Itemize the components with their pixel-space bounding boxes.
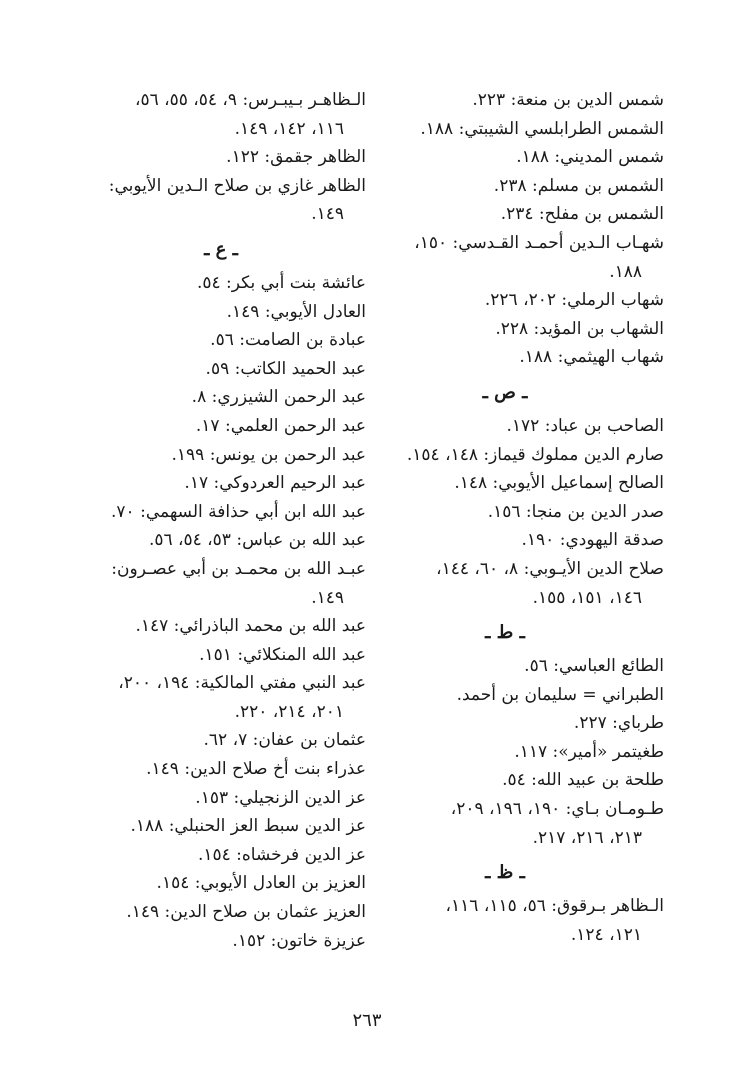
- index-entry-text: الشهاب بن المؤيد: ٢٢٨.: [495, 318, 664, 339]
- index-entry-text: عز الدين فرخشاه: ١٥٤.: [197, 844, 366, 865]
- index-entry: [76, 612, 366, 641]
- index-entry: [76, 383, 366, 412]
- index-entry: [346, 229, 664, 286]
- index-entry: [76, 498, 366, 527]
- index-entry: [76, 841, 366, 870]
- index-entry-text: عزيزة خاتون: ١٥٢.: [232, 930, 366, 951]
- page-number: ٢٦٣: [352, 1010, 382, 1031]
- index-entry: [346, 652, 664, 681]
- index-entry-text: عذراء بنت أخ صلاح الدين: ١٤٩.: [146, 759, 366, 780]
- index-entry-text: عبد الرحيم العردوكي: ١٧.: [184, 473, 366, 494]
- index-entry-text: عبد الحميد الكاتب: ٥٩.: [205, 358, 366, 379]
- index-entry: [346, 738, 664, 767]
- index-entry-text: عثمان بن عفان: ٧، ٦٢.: [203, 730, 366, 751]
- index-entry: [346, 892, 664, 949]
- index-entry-text: شمس الدين بن منعة: ٢٢٣.: [472, 90, 664, 110]
- index-entry: [346, 143, 664, 172]
- index-entry-continuation: ١٨٨.: [609, 261, 642, 282]
- index-entry-continuation: ٢٠١، ٢١٤، ٢٢٠.: [234, 701, 344, 722]
- index-entry-text: عبادة بن الصامت: ٥٦.: [210, 330, 366, 351]
- index-entry: [76, 469, 366, 498]
- index-entry-text: عبـد الله بن محمـد بن أبي عصـرون:: [111, 558, 366, 579]
- index-entry: [76, 143, 366, 172]
- index-entry-text: شهاب الهيثمي: ١٨٨.: [519, 347, 664, 368]
- index-letter-heading: ـ ظ ـ: [485, 862, 525, 884]
- index-entry-text: عبد الله بن عباس: ٥٣، ٥٤، ٥٦.: [148, 530, 366, 551]
- index-entry: [76, 812, 366, 841]
- index-entry-text: الصاحب بن عباد: ١٧٢.: [506, 415, 664, 436]
- index-entry: [76, 172, 366, 229]
- index-letter-heading: ـ ط ـ: [485, 622, 525, 644]
- index-entry-text: الشمس بن مفلح: ٢٣٤.: [500, 204, 664, 225]
- index-entry-text: شهـاب الـدين أحمـد القـدسي: ١٥٠،: [414, 232, 664, 253]
- index-entry: [76, 441, 366, 470]
- index-entry: [346, 200, 664, 229]
- index-entry-text: الطائع العباسي: ٥٦.: [524, 656, 664, 677]
- index-entry-text: العزيز عثمان بن صلاح الدين: ١٤٩.: [126, 902, 366, 923]
- index-entry: [76, 269, 366, 298]
- index-column-left: [76, 86, 366, 955]
- index-entry: [76, 898, 366, 927]
- index-letter-heading: ـ ع ـ: [204, 238, 238, 260]
- index-entry: [76, 326, 366, 355]
- index-entry: [76, 298, 366, 327]
- index-entry-continuation: ١٤٦، ١٥١، ١٥٥.: [532, 587, 642, 608]
- index-entry-text: صدقة اليهودي: ١٩٠.: [521, 530, 664, 551]
- index-entry-text: العزيز بن العادل الأيوبي: ١٥٤.: [156, 873, 366, 894]
- index-entry: [346, 555, 664, 612]
- index-entry: [346, 343, 664, 372]
- index-entry: [76, 726, 366, 755]
- index-entry: [346, 286, 664, 315]
- index-entry: [346, 526, 664, 555]
- index-entry-text: طرباي: ٢٢٧.: [573, 713, 664, 734]
- index-entry-text: عبد النبي مفتي المالكية: ١٩٤، ٢٠٠،: [118, 673, 366, 694]
- index-entry-continuation: ٢١٣، ٢١٦، ٢١٧.: [532, 827, 642, 848]
- index-entry-text: صدر الدين بن منجا: ١٥٦.: [487, 501, 664, 522]
- index-entry-text: عبد الله ابن أبي حذافة السهمي: ٧٠.: [111, 501, 366, 522]
- index-entry: [76, 869, 366, 898]
- index-entry-text: شهاب الرملي: ٢٠٢، ٢٢٦.: [484, 290, 664, 311]
- index-entry: [346, 469, 664, 498]
- index-entry: [76, 784, 366, 813]
- index-entry: [346, 766, 664, 795]
- index-letter-heading: ـ ص ـ: [482, 381, 528, 403]
- index-entry-continuation: ١٢١، ١٢٤.: [570, 924, 642, 945]
- index-entry-continuation: ١١٦، ١٤٢، ١٤٩.: [234, 118, 344, 139]
- index-entry-text: عبد الله بن محمد الباذرائي: ١٤٧.: [135, 616, 366, 637]
- index-entry: [76, 526, 366, 555]
- index-entry-text: صلاح الدين الأيـوبي: ٨، ٦٠، ١٤٤،: [436, 558, 664, 579]
- index-entry-text: الشمس الطرابلسي الشيبتي: ١٨٨.: [420, 118, 664, 139]
- index-entry: [76, 927, 366, 956]
- index-entry: [346, 115, 664, 144]
- index-entry-continuation: ١٤٩.: [311, 204, 344, 225]
- index-entry: [346, 315, 664, 344]
- index-entry: [76, 755, 366, 784]
- index-entry: [346, 441, 664, 470]
- index-entry-text: عز الدين الزنجيلي: ١٥٣.: [195, 787, 366, 808]
- index-column-right: [346, 86, 664, 949]
- index-entry: [346, 681, 664, 710]
- index-entry-text: الظاهر غازي بن صلاح الـدين الأيوبي:: [108, 175, 366, 196]
- index-entry-text: الـظاهـر بـيبـرس: ٩، ٥٤، ٥٥، ٥٦،: [134, 90, 366, 110]
- index-entry-text: الطبراني = سليمان بن أحمد.: [456, 684, 664, 705]
- index-entry-text: الصالح إسماعيل الأيوبي: ١٤٨.: [454, 473, 664, 494]
- index-entry-text: الشمس بن مسلم: ٢٣٨.: [493, 175, 664, 196]
- index-entry-text: صارم الدين مملوك قيماز: ١٤٨، ١٥٤.: [406, 444, 664, 465]
- index-entry-text: شمس المديني: ١٨٨.: [516, 147, 664, 168]
- index-entry-text: عبد الرحمن العلمي: ١٧.: [195, 415, 366, 436]
- index-entry-text: الظاهر جقمق: ١٢٢.: [226, 147, 366, 168]
- index-entry-text: طغيتمر «أمير»: ١١٧.: [514, 741, 664, 762]
- index-entry: [76, 355, 366, 384]
- index-entry-text: عز الدين سبط العز الحنبلي: ١٨٨.: [130, 816, 366, 837]
- index-entry-text: عبد الله المنكلائي: ١٥١.: [199, 644, 366, 665]
- index-entry-text: طلحة بن عبيد الله: ٥٤.: [502, 770, 664, 791]
- index-entry: [76, 641, 366, 670]
- index-entry: [346, 795, 664, 852]
- index-entry-text: طـومـان بـاي: ١٩٠، ١٩٦، ٢٠٩،: [450, 799, 664, 820]
- index-entry: [346, 172, 664, 201]
- index-entry-text: الـظاهر بـرقوق: ٥٦، ١١٥، ١١٦،: [445, 896, 664, 917]
- index-entry-text: العادل الأيوبي: ١٤٩.: [226, 301, 366, 322]
- index-entry: [76, 86, 366, 143]
- index-entry: [346, 498, 664, 527]
- index-entry-continuation: ١٤٩.: [311, 587, 344, 608]
- index-entry: [76, 412, 366, 441]
- index-entry-text: عائشة بنت أبي بكر: ٥٤.: [196, 272, 366, 293]
- index-entry: [346, 412, 664, 441]
- index-entry: [76, 555, 366, 612]
- index-entry: [76, 669, 366, 726]
- index-entry-text: عبد الرحمن الشيزري: ٨.: [191, 387, 366, 408]
- index-entry: [346, 709, 664, 738]
- index-entry-text: عبد الرحمن بن يونس: ١٩٩.: [171, 444, 366, 465]
- index-entry: [346, 86, 664, 115]
